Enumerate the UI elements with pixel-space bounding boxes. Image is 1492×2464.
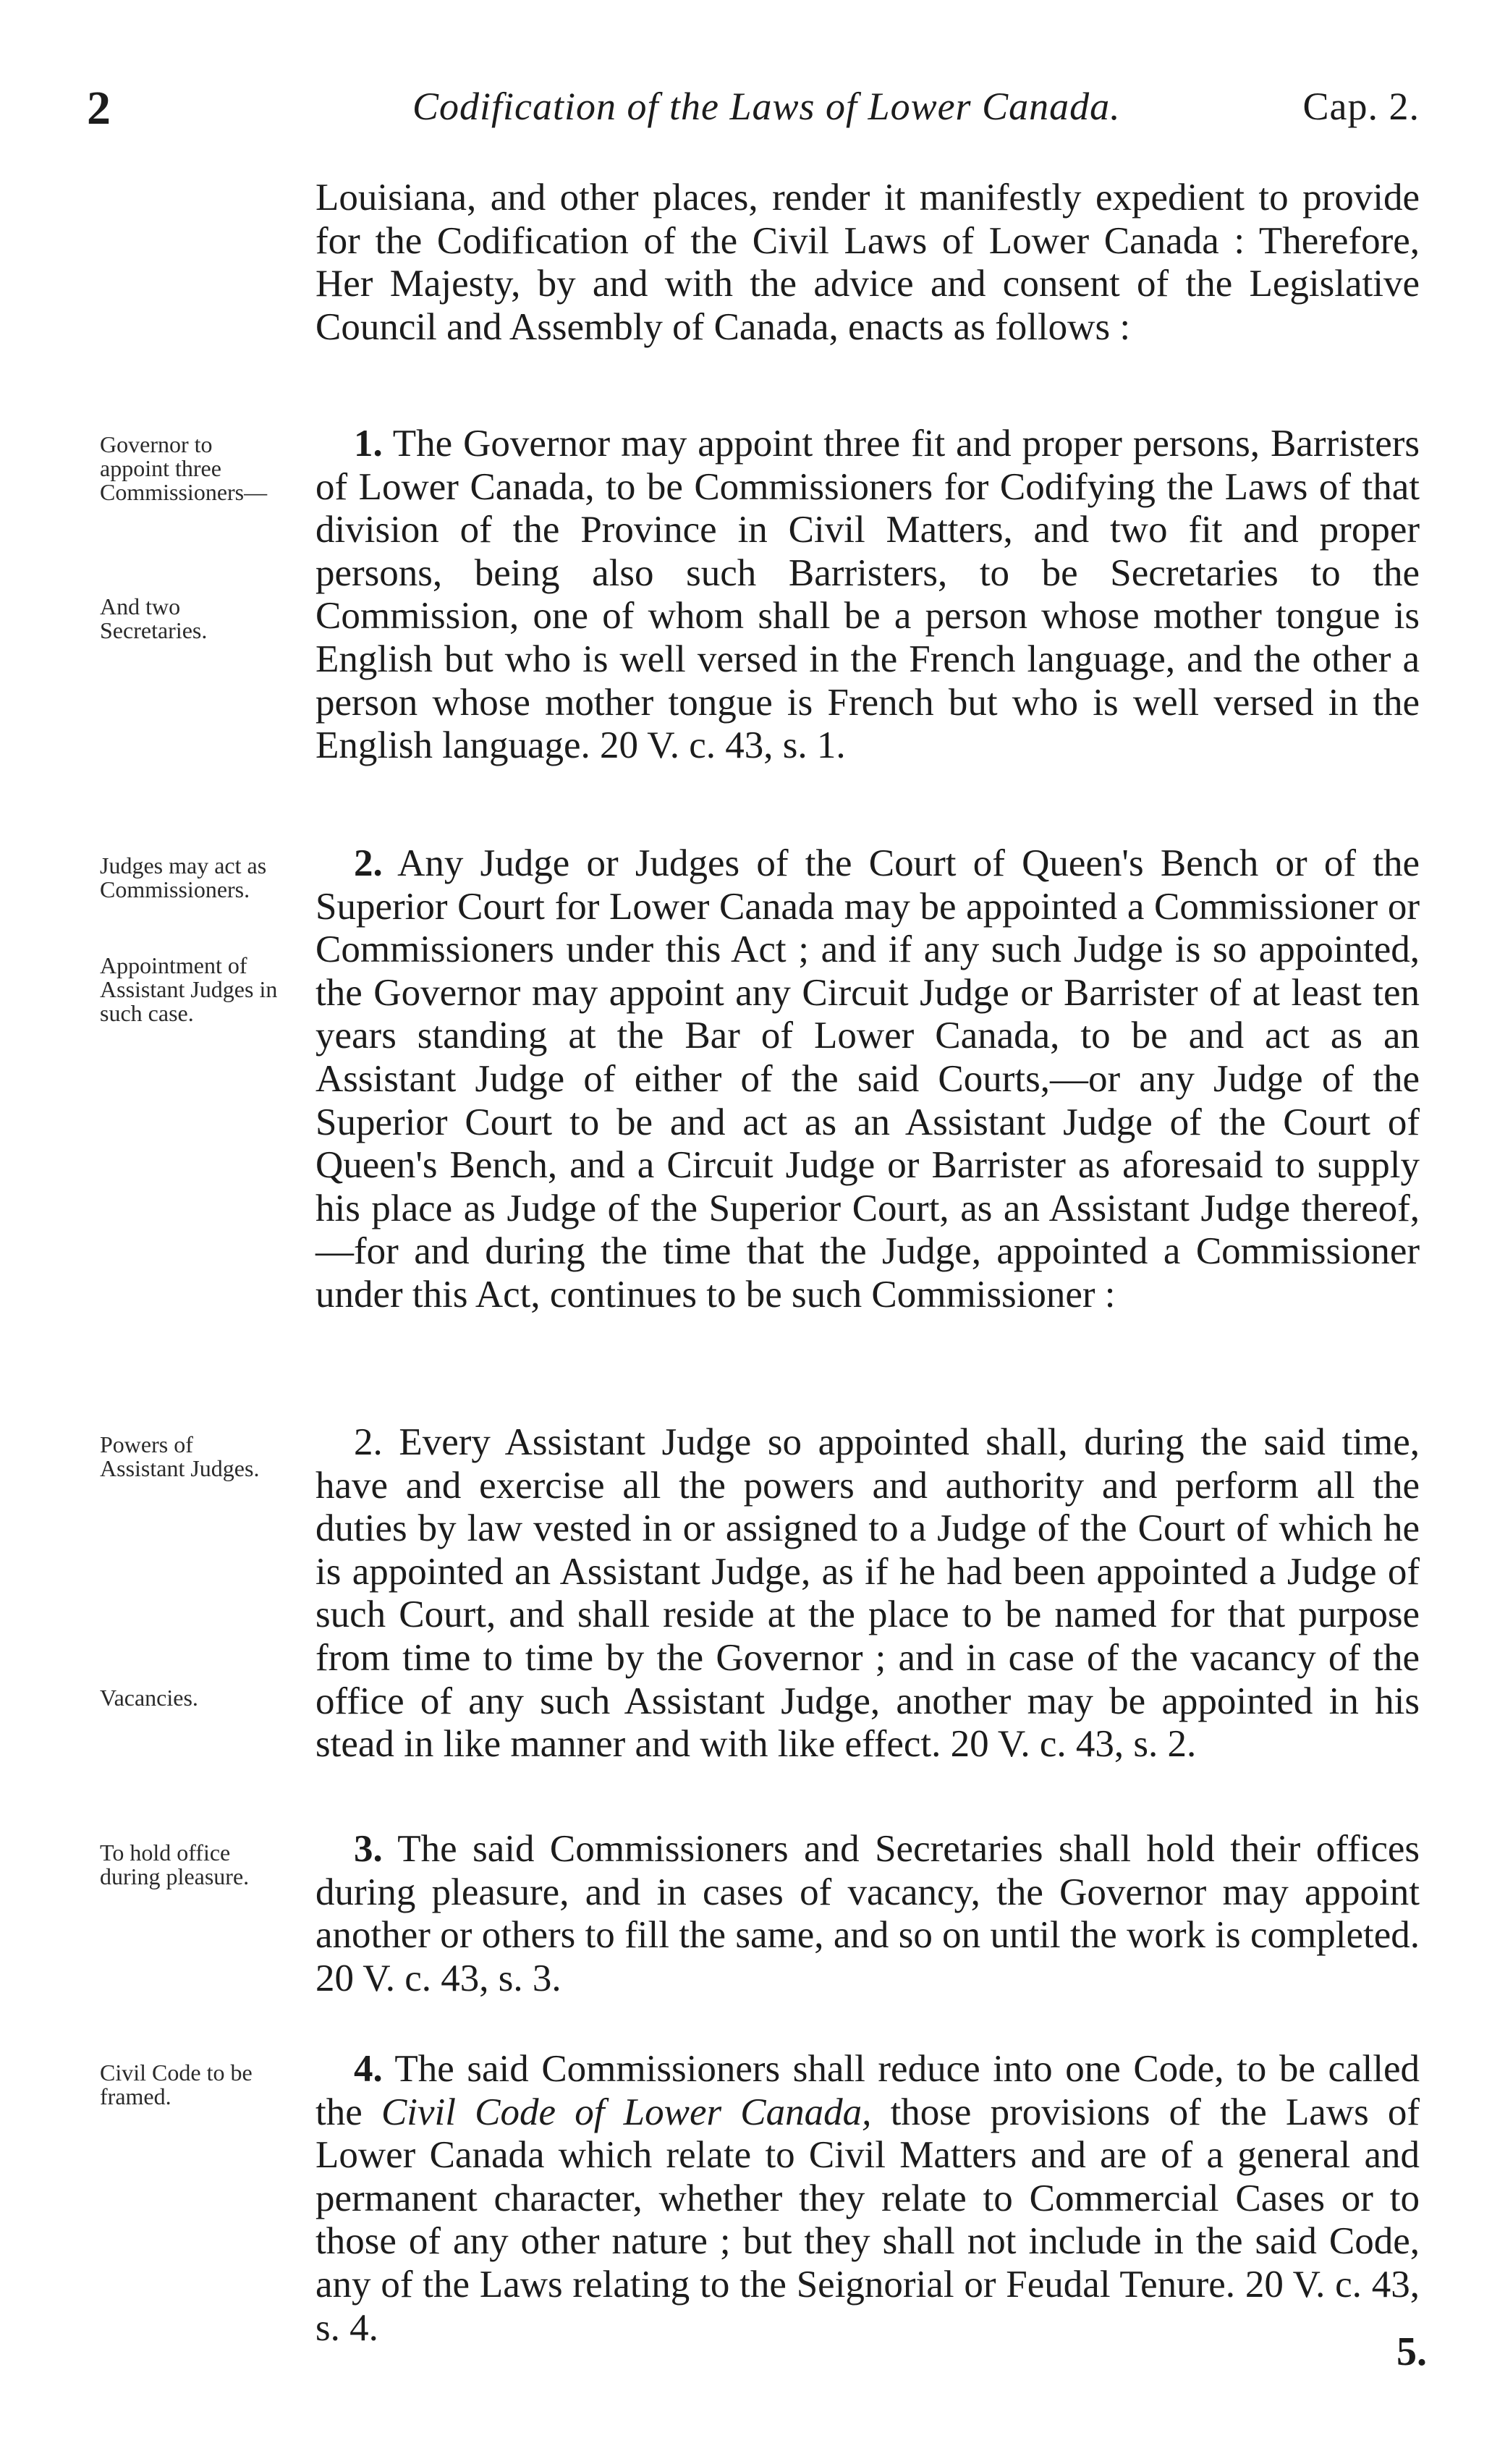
margin-note-vacancies: Vacancies. — [100, 1685, 198, 1711]
margin-note-secretaries: And two Secretaries. — [100, 593, 208, 643]
section-3 — [315, 1828, 1420, 2000]
margin-note-powers: Powers of Assistant Judges. — [100, 1431, 260, 1481]
margin-note-assistant-judges: Appointment of Assistant Judges in such case. — [100, 952, 278, 1026]
running-title: Codification of the Laws of Lower Canada. — [412, 85, 1121, 128]
section-text: Every Assistant Judge so appointed shall, during the said time, have and exercise all the powers and authority and perform all the duties by law vested in or assigned to a Judge of the Court of which he is appointed an Assistant Judge, as if he had been appointed a Judge of such Court, and shall reside at the place to be named for that purpose from time to time by the Governor ; and in case of the vacancy of the office of any such Assistant Judge, another may be appointed in his stead in like manner and with like effect. 20 V. c. 43, s. 2. — [315, 1421, 1420, 1766]
margin-note-judges-commissioners: Judges may act as Commissioners. — [100, 852, 267, 902]
section-text: The said Commissioners and Secretaries shall hold their offices during pleasure, and in cases of vacancy, the Governor may appoint another or others to fill the same, and so on until the work is completed. 20 V. c. 43, s. 3. — [315, 1828, 1420, 1999]
section-4 — [315, 2048, 1420, 2350]
section-1 — [315, 423, 1420, 768]
section-2 — [315, 842, 1420, 1317]
section-number: 2. — [354, 842, 383, 884]
section-number: 4. — [354, 2048, 383, 2090]
subsection-number: 2. — [354, 1421, 383, 1463]
section-text-b: those provisions of the Laws of Lower Canada which relate to Civil Matters and are of a general and permanent character, whether they relate to Commercial Cases or to those of any other nature ; but they shall not include in the said Code, any of the Laws relating to the Seignorial or Feudal Tenure. 20 V. c. 43, s. 4. — [315, 2091, 1420, 2349]
page-number: 2 — [87, 82, 111, 135]
section-text: Any Judge or Judges of the Court of Queen's Bench or of the Superior Court for Lower Canada may be appointed a Commissioner or Commissioners under this Act ; and if any such Judge is so appointed, the Governor may appoint any Circuit Judge or Barrister of at least ten years standing at the Bar of Lower Canada, to be and act as an Assistant Judge of either of the said Courts,—or any Judge of the Superior Court to be and act as an Assistant Judge of the Court of Queen's Bench, and a Circuit Judge or Barrister as aforesaid to supply his place as Judge of the Superior Court, as an Assistant Judge thereof,—for and during the time that the Judge, appointed a Commissioner under this Act, continues to be such Commissioner : — [315, 842, 1420, 1316]
margin-note-commissioners: Governor to appoint three Commissioners— — [100, 431, 268, 505]
section-2-subsection — [315, 1421, 1420, 1766]
margin-note-pleasure: To hold office during pleasure. — [100, 1839, 250, 1889]
code-title-italic: Civil Code of Lower Canada, — [381, 2091, 872, 2133]
preamble-paragraph: Louisiana, and other places, render it manifestly expedient to provide for the Codification of the Civil Laws of Lower Canada : Therefore, Her Majesty, by and with the advice and consent of the Legislative Council and Assembly of Canada, enacts as follows : — [315, 177, 1420, 348]
chapter-label: Cap. 2. — [1302, 85, 1420, 128]
section-number: 1. — [354, 423, 383, 465]
running-header — [0, 81, 1492, 139]
section-number: 3. — [354, 1828, 383, 1870]
section-text: The Governor may appoint three fit and proper persons, Barristers of Lower Canada, to be Commissioners for Codifying the Laws of that division of the Province in Civil Matters, and two fit and proper persons, being also such Barristers, to be Secretaries to the Commission, one of whom shall be a person whose mother tongue is English but who is well versed in the French language, and the other a person whose mother tongue is French but who is well versed in the English language. 20 V. c. 43, s. 1. — [315, 423, 1420, 767]
margin-note-civil-code: Civil Code to be framed. — [100, 2059, 253, 2109]
section-text-a: The said Commissioners shall reduce into one Code, to be called the — [315, 2048, 1420, 2133]
catchword: 5. — [1396, 2329, 1427, 2374]
